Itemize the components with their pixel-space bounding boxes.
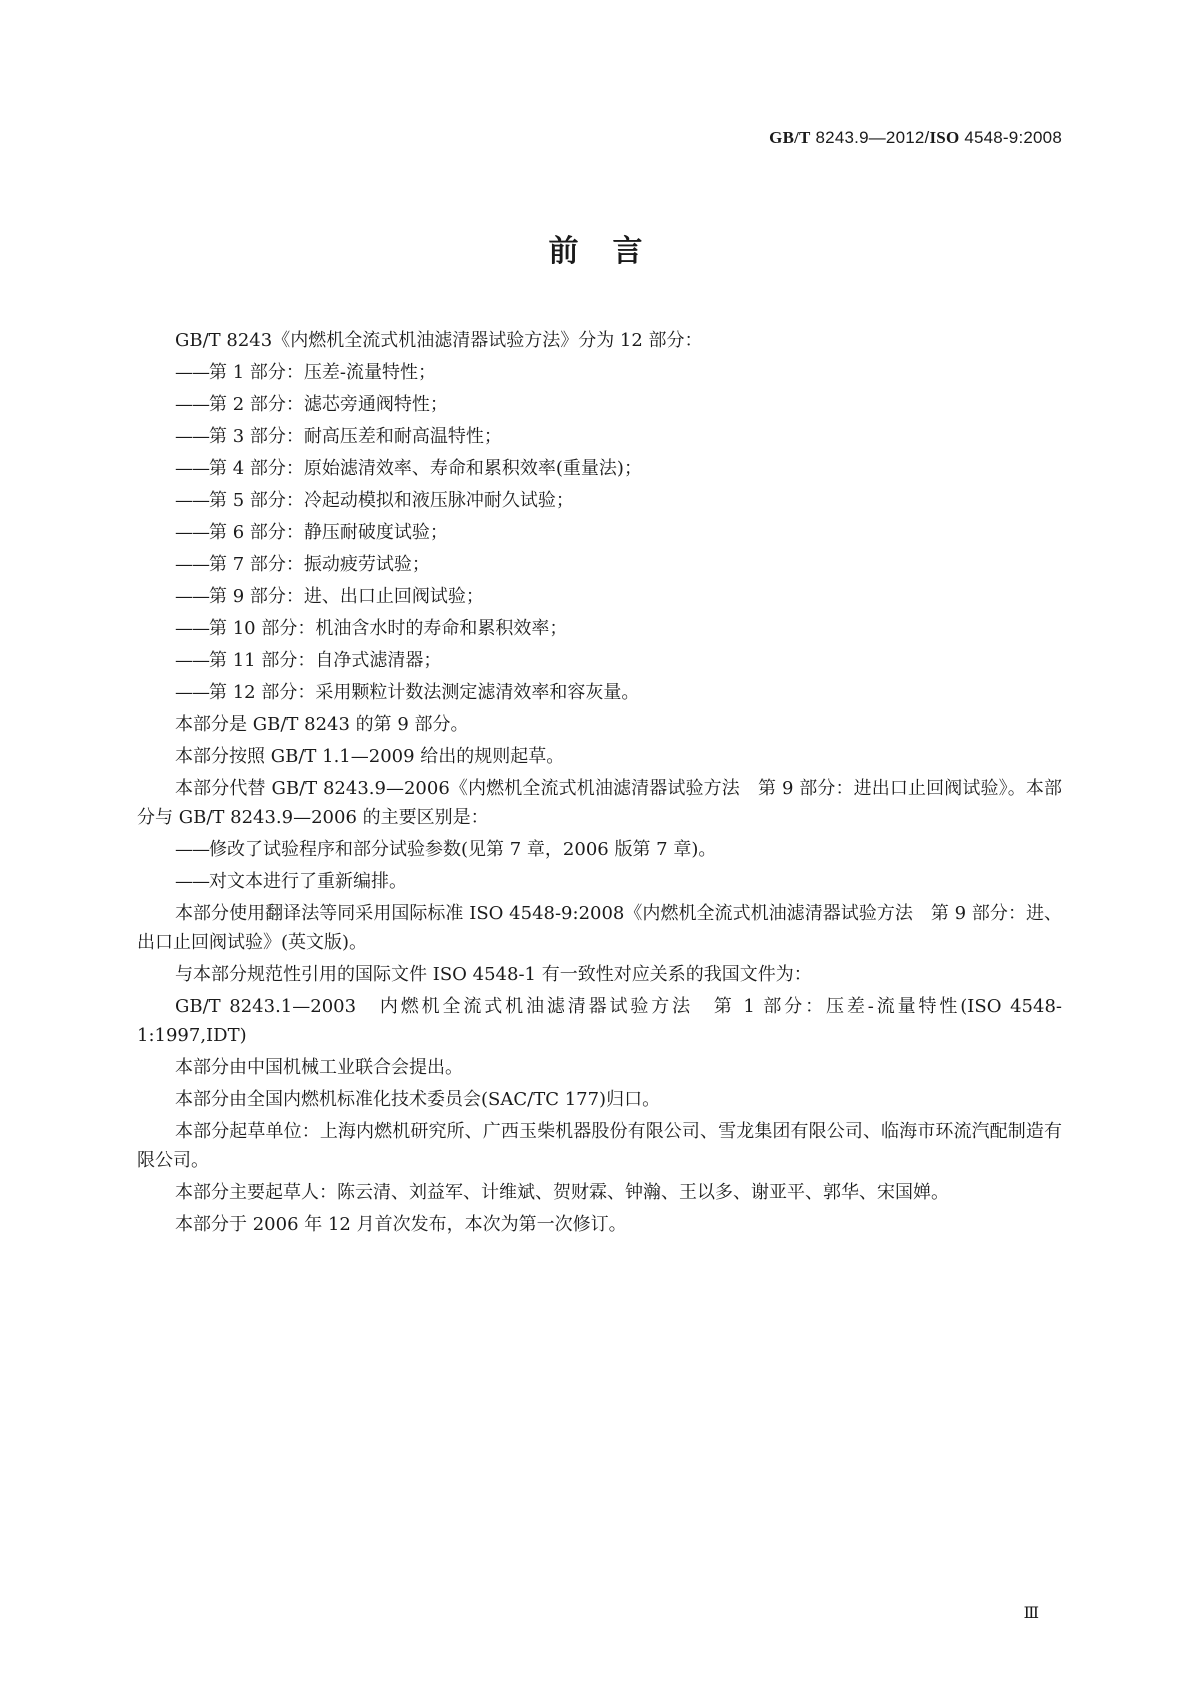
paragraph-text: 第 4 部分：原始滤清效率、寿命和累积效率(重量法)； [209,458,642,479]
page-title: 前言 [548,234,677,269]
paragraph [137,1178,1062,1207]
paragraph-text: 第 10 部分：机油含水时的寿命和累积效率； [209,618,568,639]
iso-number: 4548-9:2008 [959,128,1062,147]
dash-marker: —— [175,586,209,607]
dash-marker: —— [175,362,209,383]
list-item [137,867,1062,896]
dash-marker: —— [175,871,209,892]
paragraph [137,1117,1062,1175]
paragraph [137,899,1062,957]
dash-marker: —— [175,522,209,543]
paragraph-text: GB/T 8243《内燃机全流式机油滤清器试验方法》分为 12 部分： [175,330,703,351]
paragraph-text: 本部分主要起草人：陈云清、刘益军、计维斌、贺财霖、钟瀚、王以多、谢亚平、郭华、宋国婵。 [175,1182,949,1203]
list-item [137,486,1062,515]
paragraph-text: 本部分是 GB/T 8243 的第 9 部分。 [175,714,469,735]
dash-marker: —— [175,650,209,671]
page-number: Ⅲ [1023,1603,1039,1622]
paragraph-text: 本部分按照 GB/T 1.1—2009 给出的规则起草。 [175,746,565,767]
paragraph-text: 第 3 部分：耐高压差和耐高温特性； [209,426,502,447]
paragraph [137,1210,1062,1239]
list-item [137,678,1062,707]
paragraph-text: 第 12 部分：采用颗粒计数法测定滤清效率和容灰量。 [209,682,640,703]
dash-marker: —— [175,426,209,447]
paragraph-text: 第 1 部分：压差-流量特性； [209,362,436,383]
list-item [137,582,1062,611]
paragraph-text: 本部分由全国内燃机标准化技术委员会(SAC/TC 177)归口。 [175,1089,661,1110]
paragraph-text: 第 7 部分：振动疲劳试验； [209,554,430,575]
list-item [137,835,1062,864]
paragraph-text: 本部分起草单位：上海内燃机研究所、广西玉柴机器股份有限公司、雪龙集团有限公司、临海市环流汽配制造有限公司。 [137,1121,1062,1171]
paragraph-text: GB/T 8243.1—2003 内燃机全流式机油滤清器试验方法 第 1 部分：压差-流量特性(ISO 4548-1:1997,IDT) [137,996,1062,1046]
std-prefix: GB/T [769,128,811,147]
list-item [137,646,1062,675]
dash-marker: —— [175,394,209,415]
std-number: 8243.9—2012/ [810,128,930,147]
paragraph-text: 与本部分规范性引用的国际文件 ISO 4548-1 有一致性对应关系的我国文件为： [175,964,812,985]
list-item [137,550,1062,579]
paragraph [137,742,1062,771]
list-item [137,358,1062,387]
list-item [137,518,1062,547]
dash-marker: —— [175,682,209,703]
iso-prefix: ISO [929,128,960,147]
dash-marker: —— [175,839,209,860]
list-item [137,390,1062,419]
foreword-body [137,326,1062,1242]
paragraph-text: 本部分于 2006 年 12 月首次发布，本次为第一次修订。 [175,1214,627,1235]
list-item [137,614,1062,643]
paragraph-text: 第 9 部分：进、出口止回阀试验； [209,586,484,607]
dash-marker: —— [175,554,209,575]
list-item [137,454,1062,483]
dash-marker: —— [175,458,209,479]
paragraph [137,710,1062,739]
paragraph-text: 本部分由中国机械工业联合会提出。 [175,1057,463,1078]
paragraph-text: 本部分使用翻译法等同采用国际标准 ISO 4548-9:2008《内燃机全流式机油滤清器试验方法 第 9 部分：进、出口止回阀试验》(英文版)。 [137,903,1062,953]
list-item [137,422,1062,451]
paragraph [137,774,1062,832]
paragraph-text: 对文本进行了重新编排。 [209,871,407,892]
paragraph-text: 第 2 部分：滤芯旁通阀特性； [209,394,448,415]
paragraph [137,1053,1062,1082]
paragraph [137,992,1062,1050]
paragraph-text: 修改了试验程序和部分试验参数(见第 7 章，2006 版第 7 章)。 [209,839,717,860]
paragraph [137,326,1062,355]
standard-code [769,128,1062,148]
paragraph-text: 本部分代替 GB/T 8243.9—2006《内燃机全流式机油滤清器试验方法 第 9 部分：进出口止回阀试验》。本部分与 GB/T 8243.9—2006 的主要区别是： [137,778,1062,828]
dash-marker: —— [175,618,209,639]
paragraph [137,1085,1062,1114]
paragraph [137,960,1062,989]
paragraph-text: 第 6 部分：静压耐破度试验； [209,522,448,543]
dash-marker: —— [175,490,209,511]
paragraph-text: 第 5 部分：冷起动模拟和液压脉冲耐久试验； [209,490,574,511]
paragraph-text: 第 11 部分：自净式滤清器； [209,650,442,671]
